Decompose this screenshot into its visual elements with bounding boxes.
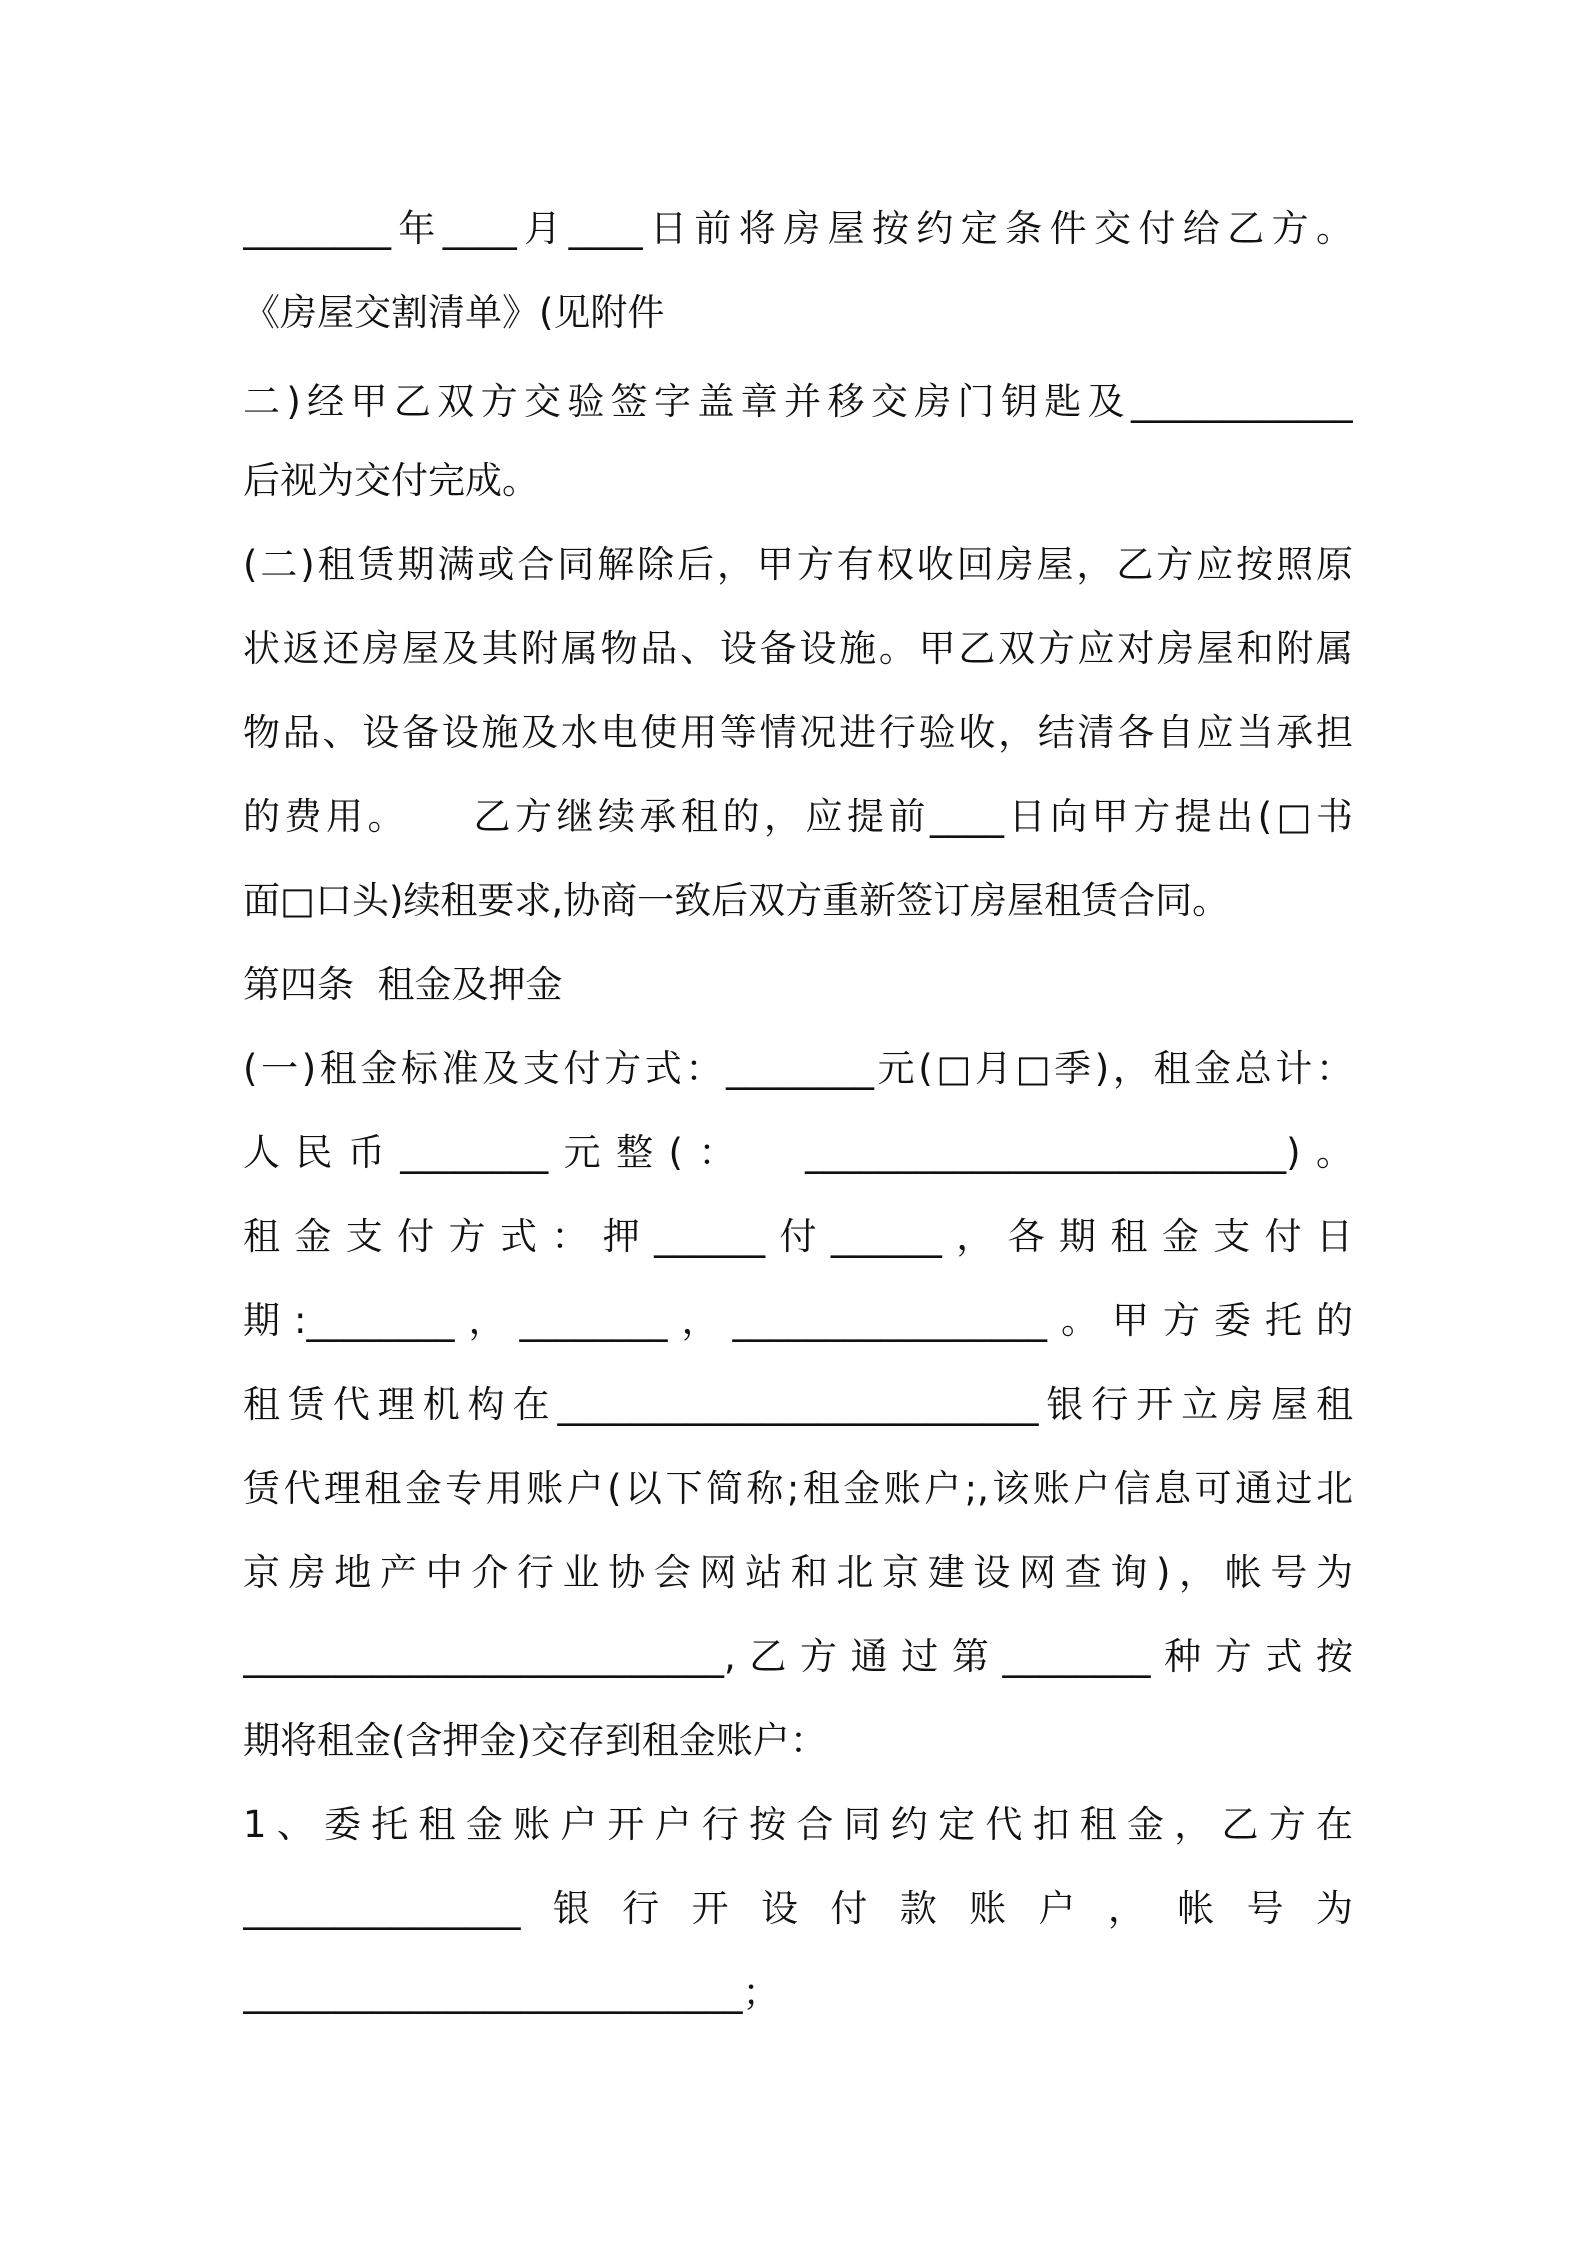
text-line-3: 二)经甲乙双方交验签字盖章并移交房门钥匙及____________	[243, 380, 1353, 423]
text-line-4: 后视为交付完成。	[243, 459, 539, 502]
text-line-12: 人民币________元整(： __________________________)。	[243, 1131, 1353, 1174]
text-line-9: 面□口头)续租要求,协商一致后双方重新签订房屋租赁合同。	[243, 879, 1230, 922]
text-line-14: 期:________，________，_________________。甲方委托的	[243, 1299, 1353, 1342]
text-line-13: 租金支付方式：押______付______，各期租金支付日	[243, 1215, 1353, 1258]
text-line-16: 赁代理租金专用账户(以下简称;租金账户;,该账户信息可通过北	[243, 1467, 1353, 1510]
text-line-7: 物品、设备设施及水电使用等情况进行验收，结清各自应当承担	[243, 711, 1353, 754]
text-line-8: 的费用。 乙方继续承租的，应提前____日向甲方提出(□书	[243, 795, 1353, 838]
text-line-18: __________________________,乙方通过第________种方式按	[243, 1635, 1353, 1678]
text-line-6: 状返还房屋及其附属物品、设备设施。甲乙双方应对房屋和附属	[243, 627, 1353, 670]
section-heading-article-4: 第四条 租金及押金	[243, 963, 563, 1006]
text-line-5: (二)租赁期满或合同解除后，甲方有权收回房屋，乙方应按照原	[243, 543, 1353, 586]
text-line-20: 1、委托租金账户开户行按合同约定代扣租金，乙方在	[243, 1803, 1353, 1846]
text-line-2: 《房屋交割清单》(见附件	[243, 291, 665, 334]
text-line-21: _______________银行开设付款账户，帐号为	[243, 1887, 1353, 1930]
text-line-19: 期将租金(含押金)交存到租金账户：	[243, 1719, 827, 1762]
text-line-17: 京房地产中介行业协会网站和北京建设网查询)，帐号为	[243, 1551, 1353, 1594]
text-line-11: (一)租金标准及支付方式：________元(□月□季)，租金总计：	[243, 1047, 1353, 1090]
text-line-15: 租赁代理机构在__________________________银行开立房屋租	[243, 1383, 1353, 1426]
text-line-1: ________年____月____日前将房屋按约定条件交付给乙方。	[243, 207, 1353, 250]
text-line-22: ___________________________；	[243, 1971, 780, 2014]
